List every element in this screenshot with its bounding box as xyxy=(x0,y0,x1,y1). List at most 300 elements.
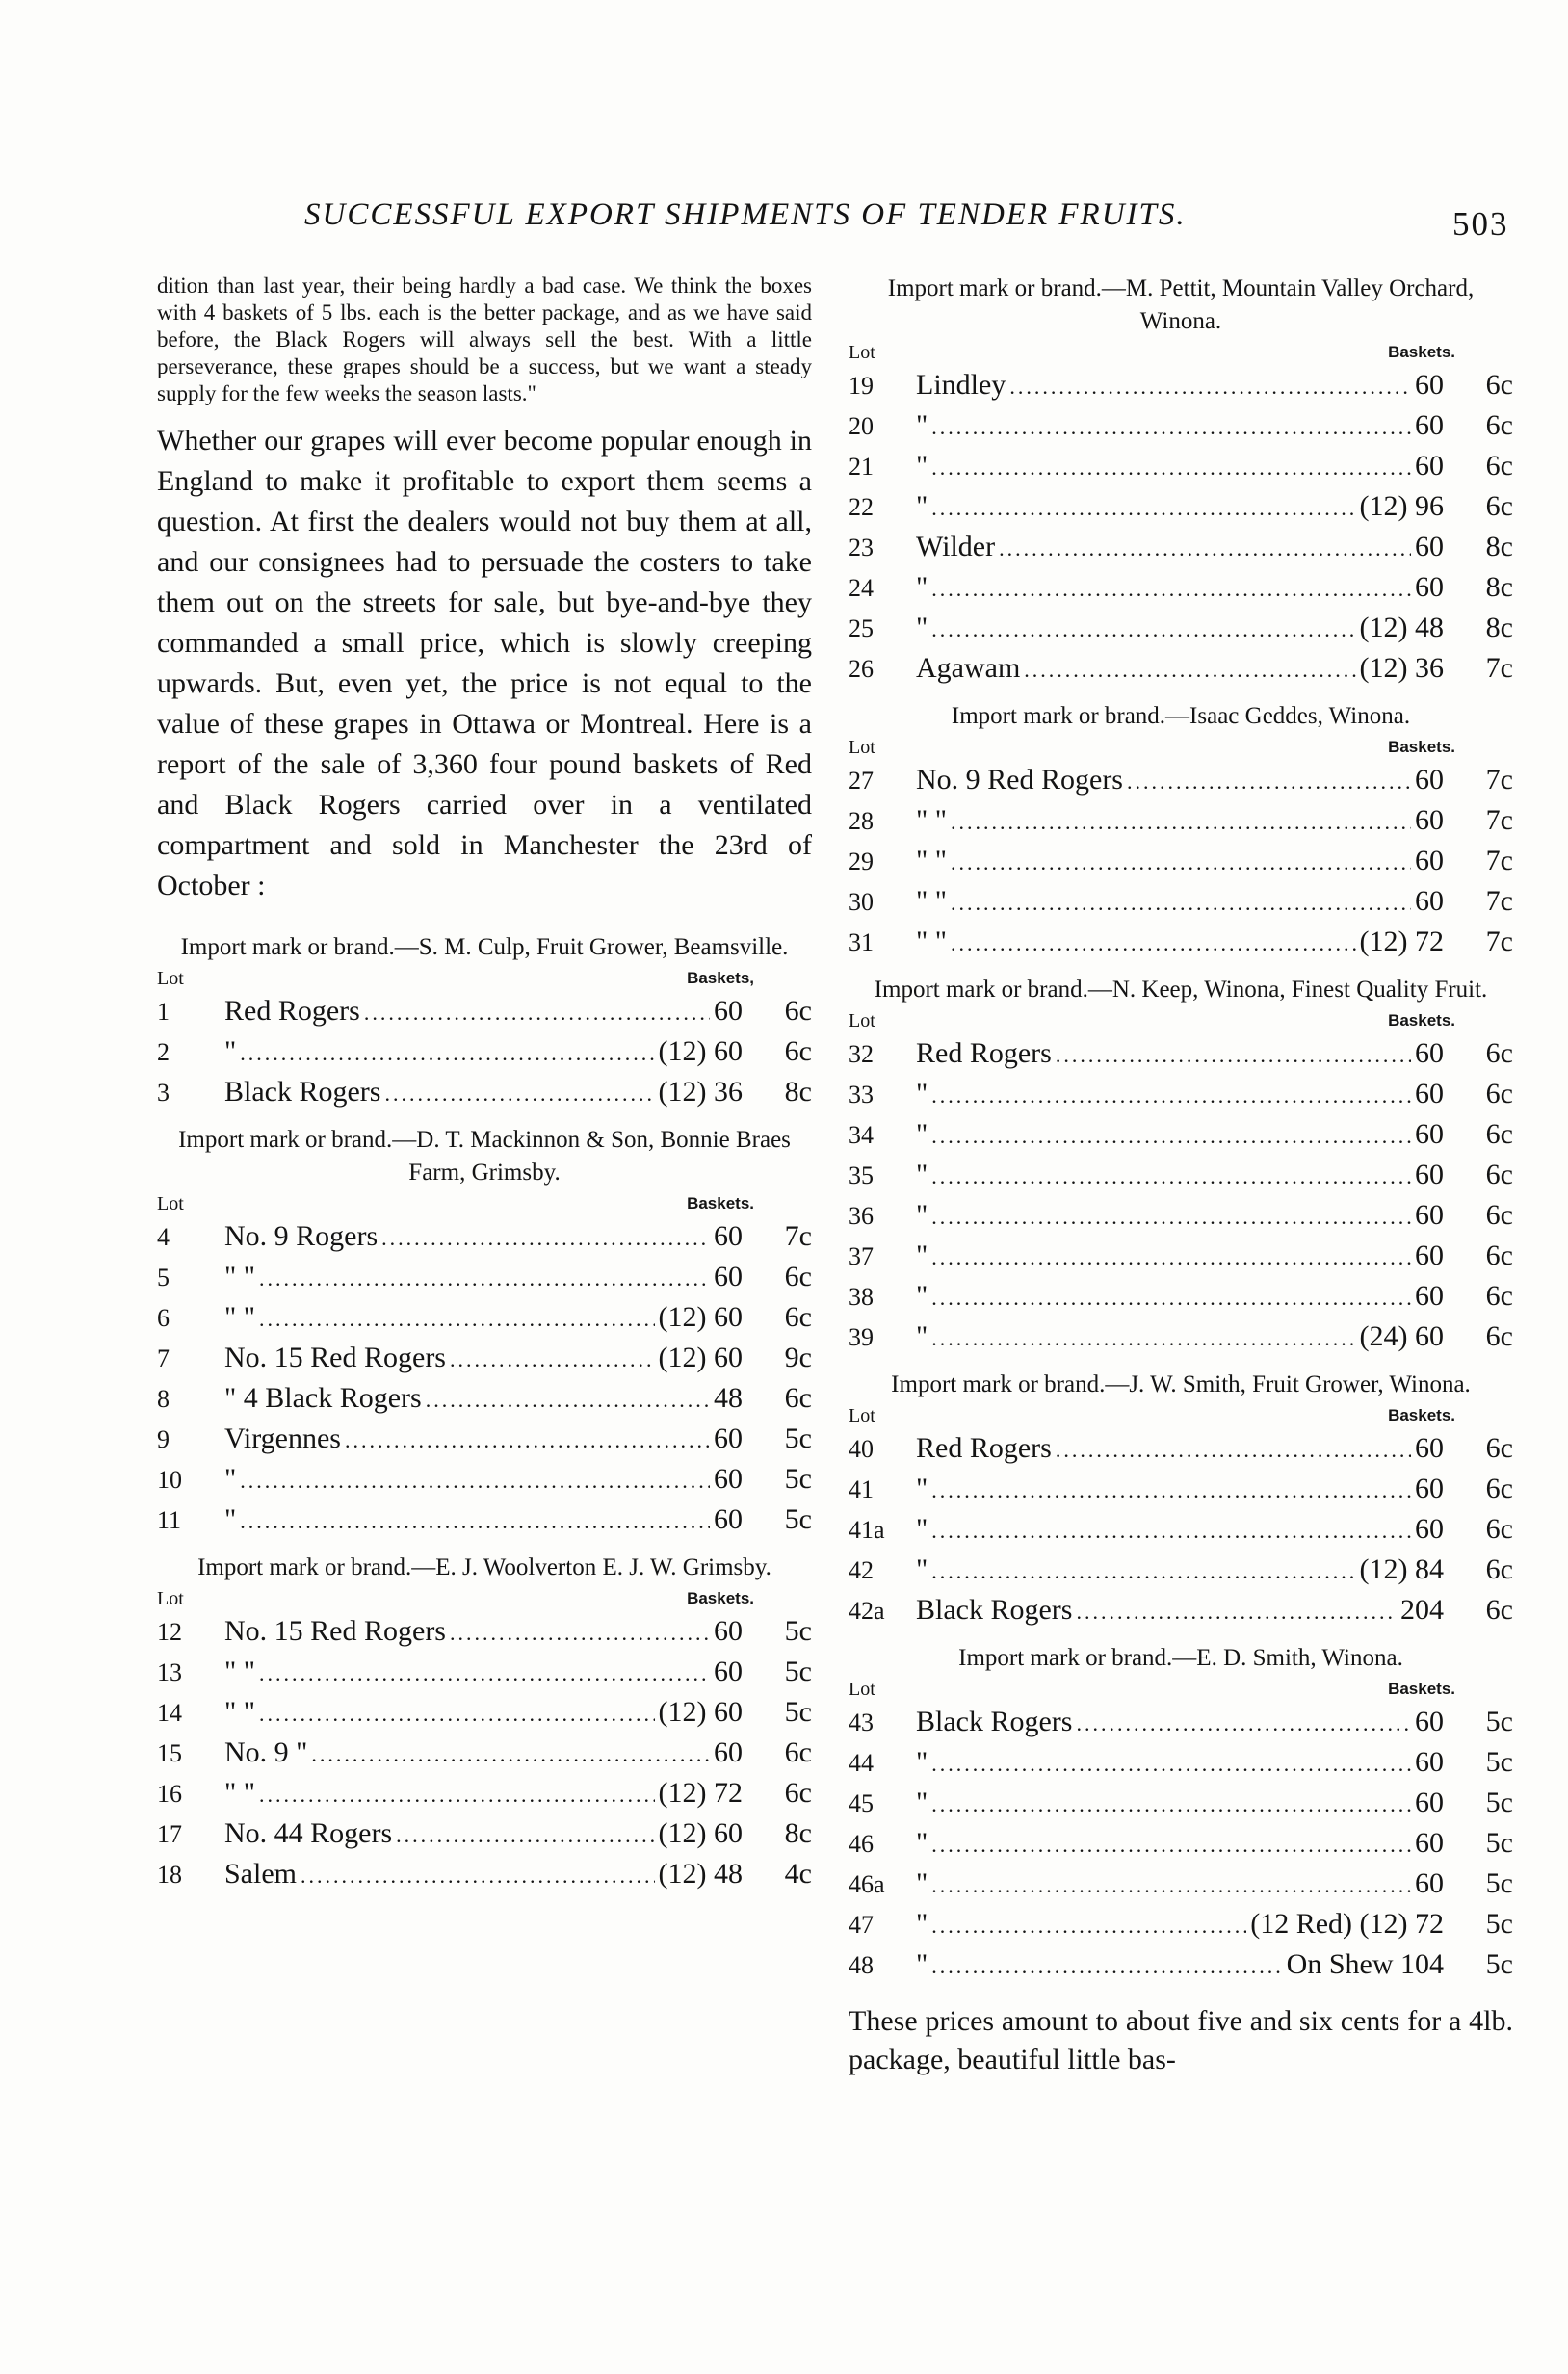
basket-count: 60 xyxy=(714,995,743,1027)
variety-name: No. 15 Red Rogers xyxy=(224,1615,446,1647)
table-row xyxy=(157,1072,812,1112)
table-row xyxy=(849,1864,1513,1904)
variety-name: " xyxy=(916,1320,928,1352)
baskets-column-header: Baskets, xyxy=(687,969,754,987)
basket-count: (12) 96 xyxy=(1359,490,1444,522)
dot-leader xyxy=(931,1865,1411,1906)
lot-number: 30 xyxy=(849,888,874,916)
basket-count: 60 xyxy=(1415,450,1444,482)
variety-name: " xyxy=(916,1867,928,1899)
dot-leader xyxy=(931,1471,1411,1511)
dot-leader xyxy=(345,1421,710,1461)
brand-heading: Import mark or brand.—N. Keep, Winona, Finest Quality Fruit. xyxy=(874,977,1488,1003)
lot-number: 40 xyxy=(849,1435,874,1463)
page-number: 503 xyxy=(1452,205,1509,243)
lot-column-header: Lot xyxy=(157,1193,184,1214)
variety-name: " xyxy=(916,1280,928,1312)
basket-count: 60 xyxy=(1415,1118,1444,1150)
table-row xyxy=(157,1216,812,1257)
basket-count: 60 xyxy=(1415,1827,1444,1859)
dot-leader xyxy=(301,1856,655,1896)
table-row xyxy=(157,1500,812,1540)
variety-name: " " xyxy=(224,1777,255,1809)
lot-column-header: Lot xyxy=(849,737,875,758)
basket-count: (12) 60 xyxy=(658,1035,743,1067)
table-row xyxy=(849,405,1513,446)
table-row xyxy=(849,1317,1513,1357)
lot-number: 13 xyxy=(157,1658,182,1686)
variety-name: No. 44 Rogers xyxy=(224,1817,393,1849)
variety-name: " xyxy=(916,1473,928,1504)
unit-price: 8c xyxy=(1485,571,1513,603)
variety-name: " xyxy=(916,1553,928,1585)
variety-name: Virgennes xyxy=(224,1422,341,1454)
lot-number: 16 xyxy=(157,1780,182,1808)
variety-name: Salem xyxy=(224,1858,297,1890)
lot-number: 14 xyxy=(157,1699,182,1727)
lot-number: 10 xyxy=(157,1466,182,1494)
unit-price: 5c xyxy=(1485,1746,1513,1778)
table-header xyxy=(849,340,1513,365)
unit-price: 6c xyxy=(1485,1239,1513,1271)
table-row xyxy=(849,1509,1513,1550)
dot-leader xyxy=(450,1340,655,1380)
table-row xyxy=(849,1033,1513,1074)
table-row xyxy=(849,1428,1513,1469)
variety-name: " " xyxy=(916,804,947,836)
unit-price: 5c xyxy=(784,1422,812,1454)
table-row xyxy=(849,1742,1513,1783)
running-title: SUCCESSFUL EXPORT SHIPMENTS OF TENDER FRUITS. xyxy=(304,197,1187,232)
variety-name: " xyxy=(916,1199,928,1231)
basket-count: (12) 84 xyxy=(1359,1553,1444,1585)
table-header xyxy=(849,735,1513,760)
baskets-column-header: Baskets. xyxy=(1388,1406,1455,1424)
lot-number: 28 xyxy=(849,807,874,835)
basket-count: 60 xyxy=(1415,1867,1444,1899)
basket-count: 60 xyxy=(1415,1280,1444,1312)
unit-price: 6c xyxy=(1485,1594,1513,1626)
lot-column-header: Lot xyxy=(157,1588,184,1609)
variety-name: " xyxy=(916,1948,928,1980)
lot-number: 12 xyxy=(157,1618,182,1646)
variety-name: Black Rogers xyxy=(916,1594,1073,1626)
table-row xyxy=(849,1944,1513,1985)
table-row xyxy=(157,1611,812,1652)
basket-count: 60 xyxy=(714,1220,743,1252)
variety-name: " xyxy=(916,1078,928,1109)
table-row xyxy=(849,1823,1513,1864)
basket-count: 60 xyxy=(1415,531,1444,562)
lot-number: 3 xyxy=(157,1079,170,1107)
variety-name: " xyxy=(916,1118,928,1150)
basket-count: 60 xyxy=(1415,1159,1444,1190)
unit-price: 5c xyxy=(1485,1787,1513,1818)
dot-leader xyxy=(931,1116,1411,1157)
unit-price: 6c xyxy=(1485,1118,1513,1150)
dot-leader xyxy=(951,924,1356,964)
table-row xyxy=(157,1813,812,1854)
dot-leader xyxy=(1009,367,1411,407)
dot-leader xyxy=(259,1259,710,1299)
variety-name: " xyxy=(916,612,928,643)
dot-leader xyxy=(931,488,1355,529)
dot-leader xyxy=(426,1380,710,1421)
left-lot-tables xyxy=(157,931,812,1894)
dot-leader xyxy=(999,529,1411,569)
table-row xyxy=(157,1297,812,1338)
unit-price: 7c xyxy=(784,1220,812,1252)
variety-name: Black Rogers xyxy=(916,1706,1073,1737)
dot-leader xyxy=(931,1906,1246,1946)
lot-number: 44 xyxy=(849,1749,874,1777)
variety-name: No. 9 Rogers xyxy=(224,1220,379,1252)
right-lot-tables xyxy=(849,273,1513,1985)
dot-leader xyxy=(931,1744,1411,1785)
variety-name: Red Rogers xyxy=(224,995,360,1027)
unit-price: 6c xyxy=(1485,1037,1513,1069)
table-row xyxy=(157,1733,812,1773)
lot-number: 48 xyxy=(849,1951,874,1979)
lot-number: 41 xyxy=(849,1475,874,1503)
dot-leader xyxy=(1056,1035,1411,1076)
table-row xyxy=(157,1031,812,1072)
table-row xyxy=(157,1773,812,1813)
brand-heading: Import mark or brand.—E. J. Woolverton E. J. W. Grimsby. xyxy=(197,1554,771,1580)
table-row xyxy=(157,1692,812,1733)
dot-leader xyxy=(931,1076,1411,1116)
dot-leader xyxy=(240,1461,710,1501)
variety-name: " " xyxy=(224,1261,255,1292)
table-row xyxy=(157,991,812,1031)
unit-price: 6c xyxy=(1485,1159,1513,1190)
unit-price: 4c xyxy=(784,1858,812,1890)
dot-leader xyxy=(951,802,1411,843)
basket-count: (12 Red) (12) 72 xyxy=(1250,1908,1444,1940)
basket-count: 60 xyxy=(1415,571,1444,603)
lot-column-header: Lot xyxy=(849,342,875,363)
lot-table xyxy=(849,974,1513,1357)
basket-count: (12) 60 xyxy=(658,1342,743,1373)
unit-price: 8c xyxy=(1485,612,1513,643)
dot-leader xyxy=(931,1946,1282,1987)
variety-name: No. 9 " xyxy=(224,1736,308,1768)
body-paragraph: Whether our grapes will ever become popular enough in England to make it profitable to export them seems a question. At first the dealers would not buy them at all, and our consignees had to persuade the costers to take them out on the streets for sale, but bye-and-bye they commanded a small price, which is slowly creeping upwards. But, even yet, the price is not equal to the value of these grapes in Ottawa or Montreal. Here is a report of the sale of 3,360 four pound baskets of Red and Black Rogers carried over in a ventilated compartment and sold in Manchester the 23rd of October : xyxy=(157,425,812,901)
unit-price: 7c xyxy=(1485,652,1513,684)
basket-count: 60 xyxy=(1415,1787,1444,1818)
lot-number: 47 xyxy=(849,1911,874,1939)
brand-heading: Import mark or brand.—E. D. Smith, Winona. xyxy=(958,1645,1403,1671)
variety-name: Red Rogers xyxy=(916,1037,1052,1069)
variety-name: Wilder xyxy=(916,531,996,562)
lot-number: 20 xyxy=(849,412,874,440)
lot-number: 2 xyxy=(157,1038,170,1066)
variety-name: " xyxy=(224,1503,237,1535)
brand-heading: Import mark or brand.—J. W. Smith, Fruit Grower, Winona. xyxy=(891,1371,1471,1397)
variety-name: Red Rogers xyxy=(916,1432,1052,1464)
basket-count: 60 xyxy=(1415,1239,1444,1271)
lot-number: 18 xyxy=(157,1861,182,1889)
lot-number: 6 xyxy=(157,1304,170,1332)
table-row xyxy=(849,446,1513,486)
table-row xyxy=(849,1590,1513,1630)
unit-price: 8c xyxy=(784,1817,812,1849)
unit-price: 6c xyxy=(1485,1553,1513,1585)
basket-count: 60 xyxy=(1415,804,1444,836)
variety-name: " xyxy=(224,1035,237,1067)
lot-number: 41a xyxy=(849,1516,885,1544)
table-row xyxy=(849,1276,1513,1317)
lot-table xyxy=(157,1552,812,1894)
unit-price: 6c xyxy=(1485,409,1513,441)
basket-count: 60 xyxy=(1415,409,1444,441)
unit-price: 6c xyxy=(784,995,812,1027)
dot-leader xyxy=(951,843,1411,883)
lot-number: 42a xyxy=(849,1597,885,1625)
table-row xyxy=(849,486,1513,527)
unit-price: 8c xyxy=(1485,531,1513,562)
basket-count: (12) 72 xyxy=(1359,926,1444,957)
unit-price: 5c xyxy=(1485,1827,1513,1859)
baskets-column-header: Baskets. xyxy=(1388,1680,1455,1698)
unit-price: 5c xyxy=(784,1503,812,1535)
left-column xyxy=(157,273,812,1906)
variety-name: Black Rogers xyxy=(224,1076,381,1108)
baskets-column-header: Baskets. xyxy=(1388,738,1455,756)
basket-count: (12) 48 xyxy=(658,1858,743,1890)
lot-number: 19 xyxy=(849,372,874,400)
dot-leader xyxy=(931,1238,1411,1278)
lot-number: 46 xyxy=(849,1830,874,1858)
lot-number: 45 xyxy=(849,1789,874,1817)
unit-price: 5c xyxy=(1485,1948,1513,1980)
lot-number: 24 xyxy=(849,574,874,602)
basket-count: On Shew 104 xyxy=(1286,1948,1444,1980)
dot-leader xyxy=(931,1157,1411,1197)
variety-name: " xyxy=(224,1463,237,1495)
lot-number: 21 xyxy=(849,453,874,481)
lot-number: 8 xyxy=(157,1385,170,1413)
unit-price: 7c xyxy=(1485,845,1513,876)
basket-count: 60 xyxy=(714,1422,743,1454)
basket-count: (12) 36 xyxy=(1359,652,1444,684)
variety-name: " xyxy=(916,1159,928,1190)
right-column xyxy=(849,273,1513,2079)
lot-number: 27 xyxy=(849,767,874,795)
unit-price: 5c xyxy=(1485,1908,1513,1940)
dot-leader xyxy=(931,1785,1411,1825)
variety-name: " " xyxy=(916,926,947,957)
dot-leader xyxy=(931,610,1355,650)
variety-name: " " xyxy=(224,1301,255,1333)
unit-price: 5c xyxy=(784,1656,812,1687)
lot-number: 29 xyxy=(849,848,874,875)
lot-number: 7 xyxy=(157,1344,170,1372)
unit-price: 5c xyxy=(1485,1706,1513,1737)
dot-leader xyxy=(1127,762,1411,802)
baskets-column-header: Baskets. xyxy=(1388,1011,1455,1030)
lot-number: 26 xyxy=(849,655,874,683)
unit-price: 6c xyxy=(1485,490,1513,522)
unit-price: 6c xyxy=(784,1035,812,1067)
table-row xyxy=(849,527,1513,567)
unit-price: 7c xyxy=(1485,764,1513,796)
basket-count: (12) 48 xyxy=(1359,612,1444,643)
baskets-column-header: Baskets. xyxy=(1388,343,1455,361)
basket-count: 48 xyxy=(714,1382,743,1414)
unit-price: 6c xyxy=(784,1261,812,1292)
dot-leader xyxy=(1076,1704,1411,1744)
basket-count: 60 xyxy=(1415,1746,1444,1778)
lot-number: 1 xyxy=(157,998,170,1026)
dot-leader xyxy=(240,1033,654,1074)
table-row xyxy=(849,1550,1513,1590)
lot-number: 38 xyxy=(849,1283,874,1311)
lot-table xyxy=(157,1124,812,1540)
table-row xyxy=(849,1236,1513,1276)
basket-count: 60 xyxy=(714,1503,743,1535)
basket-count: (12) 60 xyxy=(658,1696,743,1728)
dot-leader xyxy=(931,448,1411,488)
basket-count: 60 xyxy=(714,1261,743,1292)
variety-name: " " xyxy=(224,1656,255,1687)
table-header xyxy=(157,966,812,991)
brand-heading: Import mark or brand.—Isaac Geddes, Winona. xyxy=(951,703,1411,729)
unit-price: 6c xyxy=(784,1382,812,1414)
unit-price: 6c xyxy=(1485,1320,1513,1352)
basket-count: 60 xyxy=(1415,885,1444,917)
lot-number: 37 xyxy=(849,1242,874,1270)
table-row xyxy=(849,1469,1513,1509)
unit-price: 6c xyxy=(1485,1078,1513,1109)
table-row xyxy=(849,608,1513,648)
table-row xyxy=(157,1854,812,1894)
table-row xyxy=(849,760,1513,800)
table-header xyxy=(157,1191,812,1216)
table-row xyxy=(157,1257,812,1297)
lot-number: 4 xyxy=(157,1223,170,1251)
intro-quote: dition than last year, their being hardly a bad case. We think the boxes with 4 baskets of 5 lbs. each is the better package, and as we have said before, the Black Rogers will always sell the best. With a little perseverance, these grapes should be a success, but we want a steady supply for the few weeks the season lasts." xyxy=(157,274,812,405)
dot-leader xyxy=(1076,1592,1397,1632)
dot-leader xyxy=(384,1074,654,1114)
dot-leader xyxy=(931,569,1411,610)
unit-price: 6c xyxy=(784,1736,812,1768)
variety-name: " xyxy=(916,1787,928,1818)
variety-name: " xyxy=(916,490,928,522)
lot-column-header: Lot xyxy=(849,1405,875,1426)
variety-name: Lindley xyxy=(916,369,1006,401)
closing-paragraph: These prices amount to about five and six cents for a 4lb. package, beautiful little bas- xyxy=(849,2005,1513,2075)
lot-column-header: Lot xyxy=(849,1010,875,1031)
unit-price: 6c xyxy=(784,1777,812,1809)
lot-number: 23 xyxy=(849,534,874,561)
unit-price: 6c xyxy=(1485,1513,1513,1545)
dot-leader xyxy=(1056,1430,1411,1471)
lot-number: 17 xyxy=(157,1820,182,1848)
lot-number: 31 xyxy=(849,928,874,956)
dot-leader xyxy=(931,1511,1411,1552)
table-header xyxy=(849,1008,1513,1033)
variety-name: Agawam xyxy=(916,652,1021,684)
basket-count: 60 xyxy=(1415,1432,1444,1464)
baskets-column-header: Baskets. xyxy=(687,1194,754,1213)
lot-table xyxy=(157,931,812,1112)
lot-table xyxy=(849,1642,1513,1985)
dot-leader xyxy=(259,1654,710,1694)
lot-number: 32 xyxy=(849,1040,874,1068)
unit-price: 5c xyxy=(1485,1867,1513,1899)
unit-price: 7c xyxy=(1485,885,1513,917)
unit-price: 6c xyxy=(784,1301,812,1333)
variety-name: " xyxy=(916,1513,928,1545)
table-row xyxy=(157,1459,812,1500)
variety-name: " 4 Black Rogers xyxy=(224,1382,422,1414)
basket-count: 60 xyxy=(1415,1473,1444,1504)
basket-count: (24) 60 xyxy=(1359,1320,1444,1352)
unit-price: 9c xyxy=(784,1342,812,1373)
unit-price: 8c xyxy=(784,1076,812,1108)
variety-name: " xyxy=(916,571,928,603)
unit-price: 6c xyxy=(1485,450,1513,482)
table-row xyxy=(849,881,1513,922)
basket-count: 60 xyxy=(1415,1037,1444,1069)
unit-price: 7c xyxy=(1485,804,1513,836)
variety-name: " xyxy=(916,1908,928,1940)
table-row xyxy=(849,841,1513,881)
lot-number: 9 xyxy=(157,1425,170,1453)
basket-count: 204 xyxy=(1400,1594,1444,1626)
basket-count: 60 xyxy=(1415,845,1444,876)
unit-price: 6c xyxy=(1485,1199,1513,1231)
unit-price: 6c xyxy=(1485,369,1513,401)
lot-number: 15 xyxy=(157,1739,182,1767)
dot-leader xyxy=(931,1825,1411,1865)
unit-price: 5c xyxy=(784,1696,812,1728)
dot-leader xyxy=(931,1318,1355,1359)
brand-heading: Import mark or brand.—M. Pettit, Mountain Valley Orchard, Winona. xyxy=(887,275,1475,334)
unit-price: 6c xyxy=(1485,1432,1513,1464)
lot-column-header: Lot xyxy=(157,968,184,989)
dot-leader xyxy=(1024,650,1355,691)
basket-count: 60 xyxy=(1415,1199,1444,1231)
lot-number: 43 xyxy=(849,1709,874,1736)
basket-count: (12) 36 xyxy=(658,1076,743,1108)
basket-count: (12) 60 xyxy=(658,1817,743,1849)
variety-name: No. 15 Red Rogers xyxy=(224,1342,446,1373)
table-row xyxy=(157,1338,812,1378)
variety-name: No. 9 Red Rogers xyxy=(916,764,1123,796)
basket-count: (12) 72 xyxy=(658,1777,743,1809)
basket-count: 60 xyxy=(714,1656,743,1687)
variety-name: " xyxy=(916,1239,928,1271)
variety-name: " " xyxy=(224,1696,255,1728)
lot-table xyxy=(849,273,1513,689)
table-row xyxy=(849,800,1513,841)
table-row xyxy=(849,1114,1513,1155)
variety-name: " xyxy=(916,450,928,482)
table-row xyxy=(157,1378,812,1419)
table-row xyxy=(849,1155,1513,1195)
dot-leader xyxy=(931,1552,1355,1592)
lot-number: 39 xyxy=(849,1323,874,1351)
lot-number: 25 xyxy=(849,614,874,642)
dot-leader xyxy=(381,1218,710,1259)
table-row xyxy=(849,1702,1513,1742)
lot-number: 22 xyxy=(849,493,874,521)
lot-number: 46a xyxy=(849,1870,885,1898)
variety-name: " " xyxy=(916,845,947,876)
basket-count: 60 xyxy=(1415,764,1444,796)
